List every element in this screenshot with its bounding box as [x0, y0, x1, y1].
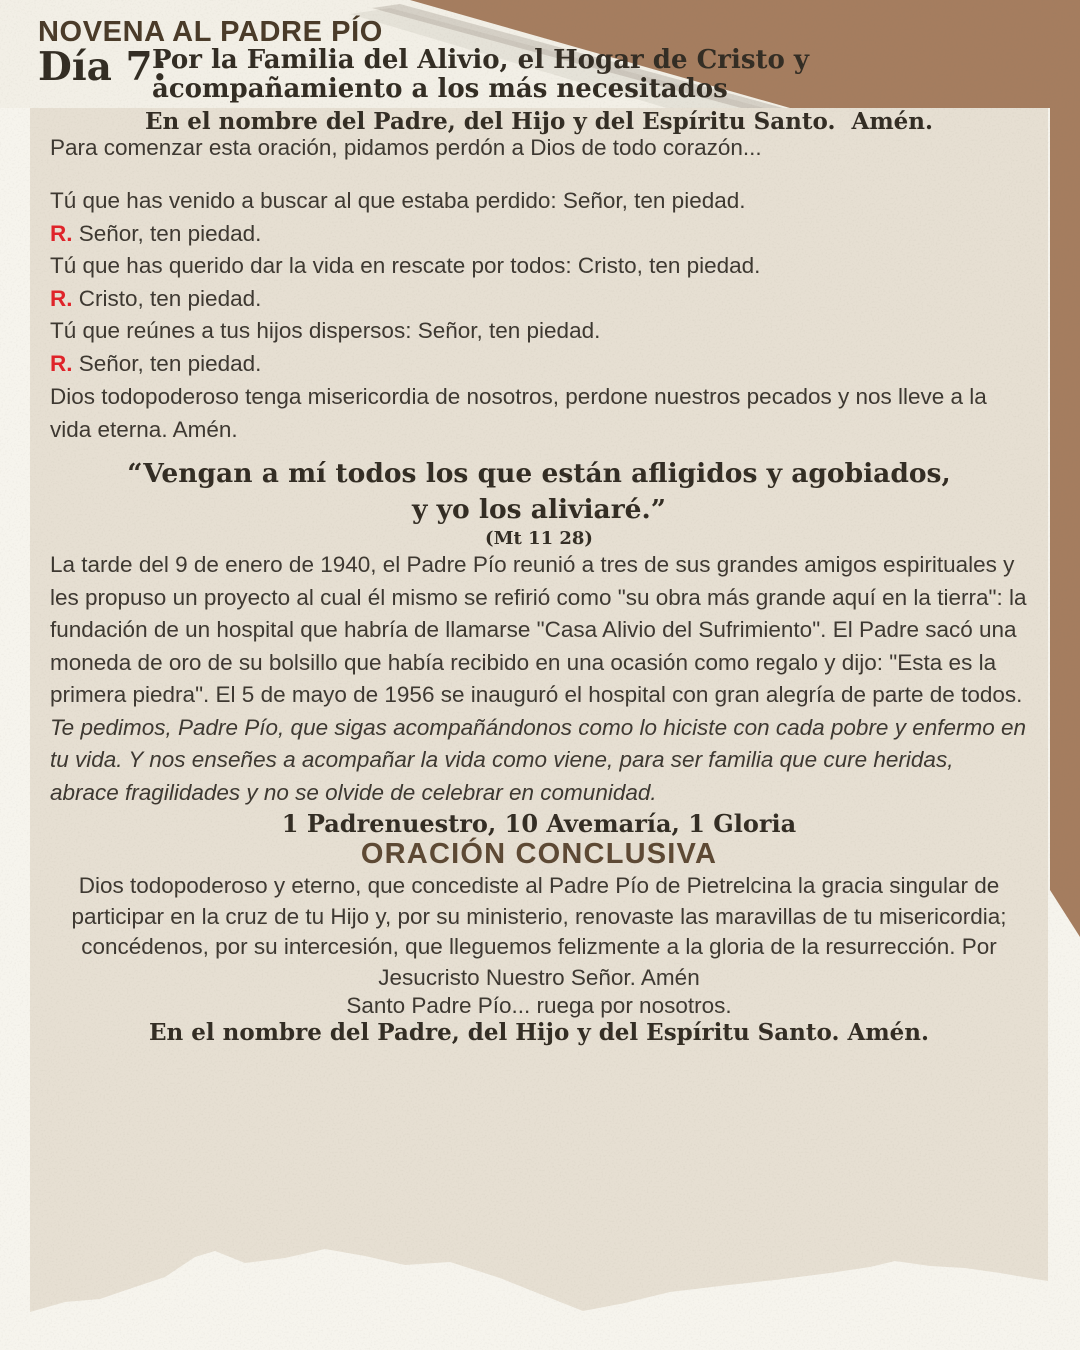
day-subtitle-line2: acompañamiento a los más necesitados [152, 74, 728, 104]
response-text: Señor, ten piedad. [72, 220, 262, 246]
final-invocation: Santo Padre Pío... ruega por nosotros. [346, 993, 732, 1018]
devotions-line: 1 Padrenuestro, 10 Avemaría, 1 Gloria [281, 809, 797, 838]
litany-response [50, 218, 1028, 251]
prayer-sheet [30, 108, 1048, 1046]
scripture-reference: (Mt 11 28) [485, 528, 593, 549]
closing-sign: En el nombre del Padre, del Hijo y del Espíritu Santo. Amén. [148, 1019, 930, 1046]
meditation-text: La tarde del 9 de enero de 1940, el Padre Pío reunió a tres de sus grandes amigos espirituales y les propuso un proyecto al cual él mismo se refirió como "su obra más grande aquí en la tierra": la fundación de un hospital que habría de llamarse "Casa Alivio del Sufrimiento". El Padre sacó una moneda de oro de su bolsillo que había recibido en una ocasión como regalo y dijo: "Esta es la primera piedra". El 5 de mayo de 1956 se inauguró el hospital con gran alegría de parte de todos. [50, 552, 1027, 707]
litany-invocation: Tú que has querido dar la vida en rescate por todos: Cristo, ten piedad. [50, 253, 761, 278]
response-marker: R. [50, 220, 73, 246]
day-subtitle-line1: Por la Familia del Alivio, el Hogar de Cristo y [152, 45, 809, 75]
response-text: Cristo, ten piedad. [72, 285, 262, 311]
litany-response [50, 348, 1028, 381]
litany-invocation: Tú que has venido a buscar al que estaba perdido: Señor, ten piedad. [50, 188, 746, 213]
concluding-prayer-text: Dios todopoderoso y eterno, que concediste al Padre Pío de Pietrelcina la gracia singular de participar en la cruz de tu Hijo y, por su ministerio, renovaste las maravillas de tu misericordia; concédenos, por su intercesión, que lleguemos felizmente a la gloria de la resurrección. Por Jesucristo Nuestro Señor. Amén [71, 873, 1007, 990]
concluding-prayer-heading: ORACIÓN CONCLUSIVA [360, 838, 718, 870]
litany-invocation: Tú que reúnes a tus hijos dispersos: Señor, ten piedad. [50, 318, 601, 343]
scripture-quote-line1: “Vengan a mí todos los que están afligidos y agobiados, [127, 458, 951, 489]
scripture-quote-line2: y yo los aliviaré.” [411, 494, 667, 525]
petition-text: Te pedimos, Padre Pío, que sigas acompañándonos como lo hiciste con cada pobre y enfermo en tu vida. Y nos enseñes a acompañar la vida como viene, para ser familia que cure heridas, abrace fragilidades y no se olvide de celebrar en comunidad. [50, 714, 1027, 805]
scripture-quote [50, 456, 1028, 528]
penitential-litany [50, 185, 1028, 380]
opening-sign: En el nombre del Padre, del Hijo y del Espíritu Santo. Amén. [144, 108, 934, 135]
novena-title: NOVENA AL PADRE PÍO [38, 16, 383, 48]
day-subtitle [152, 46, 809, 104]
response-text: Señor, ten piedad. [72, 350, 262, 376]
response-marker: R. [50, 285, 73, 311]
intro-line: Para comenzar esta oración, pidamos perdón a Dios de todo corazón... [50, 135, 762, 160]
absolution-text: Dios todopoderoso tenga misericordia de nosotros, perdone nuestros pecados y nos lleve a la vida eterna. Amén. [50, 384, 987, 442]
response-marker: R. [50, 350, 73, 376]
litany-response [50, 283, 1028, 316]
day-label: Día 7: [38, 44, 168, 90]
